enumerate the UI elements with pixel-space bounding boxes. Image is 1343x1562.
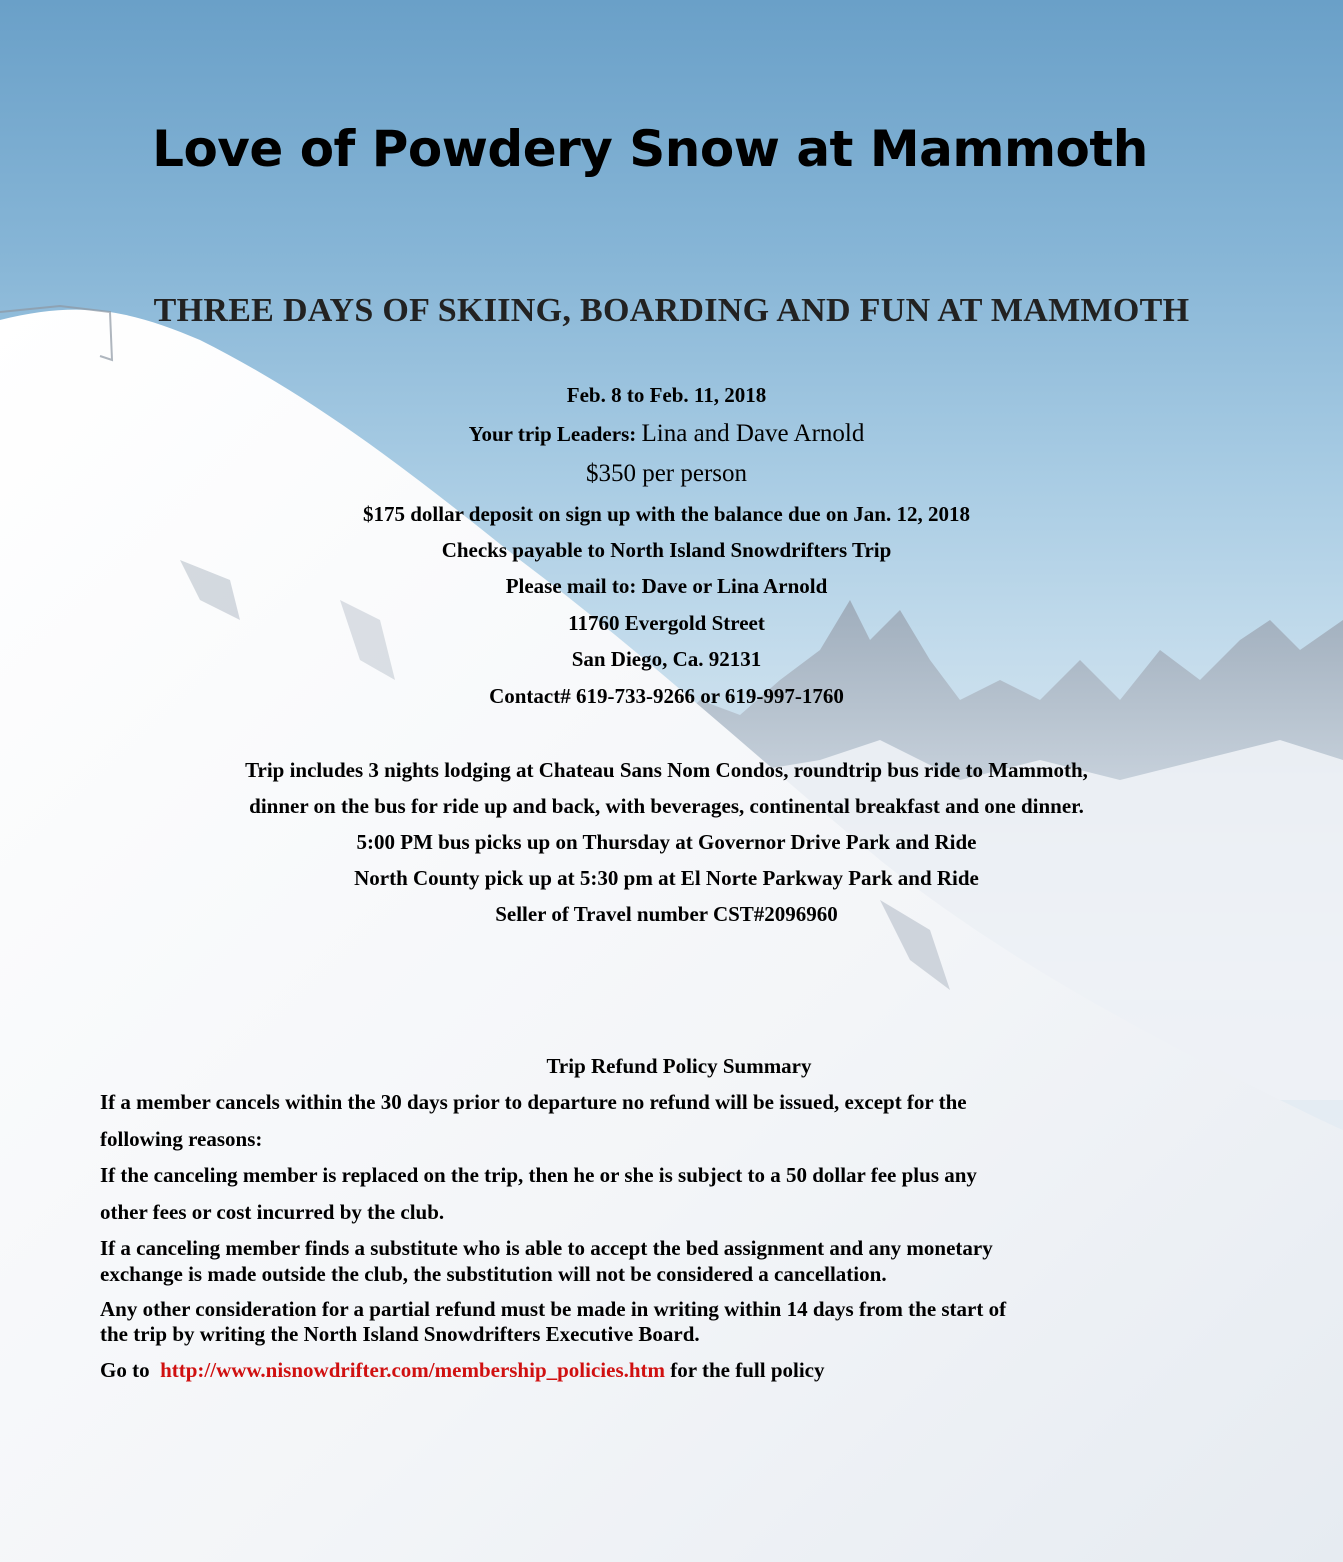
trip-checks: Checks payable to North Island Snowdrifters Trip <box>441 538 892 562</box>
includes-line: dinner on the bus for ride up and back, with beverages, continental breakfast and one dinner. <box>249 794 1084 818</box>
trip-mail-to: Please mail to: Dave or Lina Arnold <box>505 574 828 598</box>
goto-prefix: Go to <box>100 1358 161 1382</box>
trip-city: San Diego, Ca. 92131 <box>571 647 762 671</box>
trip-contact: Contact# 619-733-9266 or 619-997-1760 <box>489 684 844 708</box>
refund-text: If a member cancels within the 30 days prior to departure no refund will be issued, except for the <box>100 1090 967 1114</box>
flyer-title: Love of Powdery Snow at Mammoth <box>152 120 1148 178</box>
goto-suffix: for the full policy <box>665 1358 825 1382</box>
includes-line: 5:00 PM bus picks up on Thursday at Governor Drive Park and Ride <box>356 830 977 854</box>
refund-text: other fees or cost incurred by the club. <box>100 1200 445 1224</box>
trip-dates: Feb. 8 to Feb. 11, 2018 <box>566 383 767 407</box>
trip-street: 11760 Evergold Street <box>568 611 765 635</box>
refund-goto <box>100 1358 1260 1383</box>
trip-price: $350 per person <box>585 460 748 487</box>
trip-leaders-label: Your trip Leaders: <box>468 422 642 446</box>
trip-deposit: $175 dollar deposit on sign up with the balance due on Jan. 12, 2018 <box>363 502 970 526</box>
includes-line: North County pick up at 5:30 pm at El Norte Parkway Park and Ride <box>354 866 979 890</box>
seller-of-travel: Seller of Travel number CST#2096960 <box>495 902 838 926</box>
refund-text: If the canceling member is replaced on the trip, then he or she is subject to a 50 dollar fee plus any <box>100 1163 977 1187</box>
refund-text: following reasons: <box>100 1127 263 1151</box>
trip-leaders-names: Lina and Dave Arnold <box>641 420 865 447</box>
refund-heading: Trip Refund Policy Summary <box>546 1054 812 1078</box>
refund-text: the trip by writing the North Island Snowdrifters Executive Board. <box>100 1322 700 1346</box>
flyer-subtitle: THREE DAYS OF SKIING, BOARDING AND FUN AT MAMMOTH <box>153 292 1190 329</box>
includes-line: Trip includes 3 nights lodging at Chateau Sans Nom Condos, roundtrip bus ride to Mammoth, <box>245 758 1088 782</box>
refund-text: If a canceling member finds a substitute who is able to accept the bed assignment and any monetary <box>100 1236 993 1260</box>
refund-text: exchange is made outside the club, the substitution will not be considered a cancellation. <box>100 1262 887 1286</box>
policy-link[interactable]: http://www.nisnowdrifter.com/membership_policies.htm <box>160 1358 666 1382</box>
refund-text: Any other consideration for a partial refund must be made in writing within 14 days from the start of <box>100 1297 1007 1321</box>
trip-leaders <box>0 420 1333 448</box>
